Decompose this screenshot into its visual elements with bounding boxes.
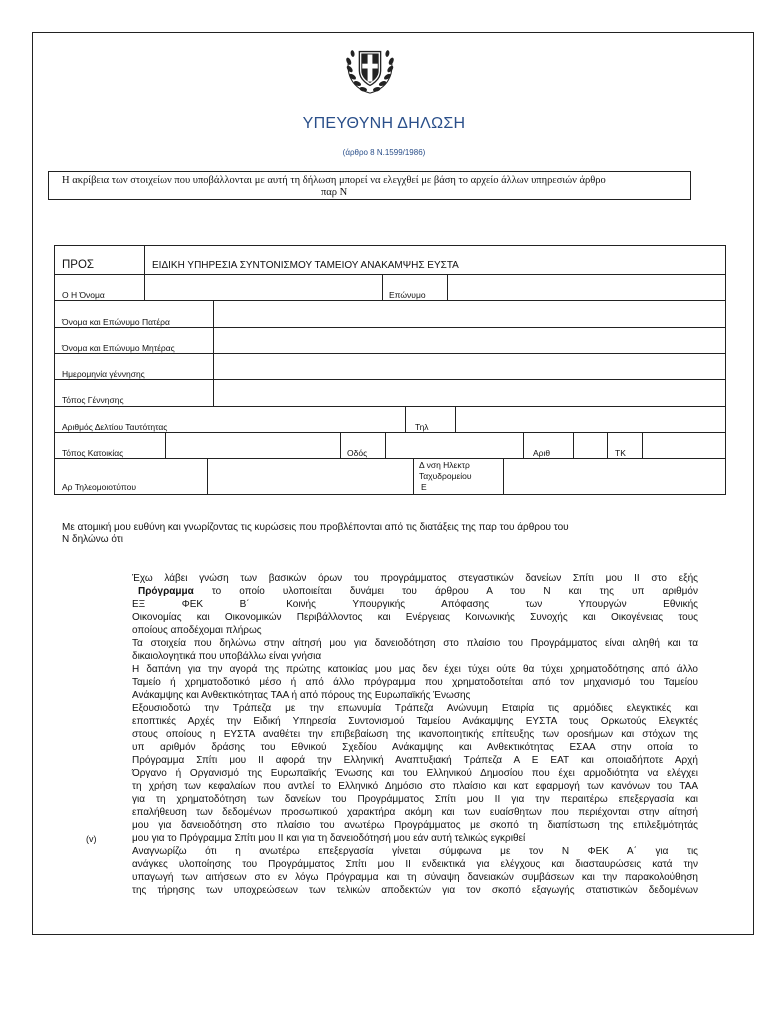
- id-number-label: Αριθμός Δελτίου Ταυτότητας: [62, 422, 168, 432]
- street-number-label: Αριθ: [533, 448, 551, 458]
- declaration-line: τη χρήση των κεφαλαίων που αντλεί το Ελληνικό Δημόσιο στο πλαίσιο και κατ εφαρμογή των κανόνων του ΤΑΑ: [132, 781, 698, 793]
- declaration-line: Όργανο ή Οργανισμό της Ευρωπαϊκής Ένωσης και του Ελληνικού Δημοσίου που έχει αρμοδιότητα να ελέγχει: [132, 768, 698, 780]
- birthdate-field[interactable]: [214, 354, 724, 379]
- declaration-line: της τήρησης των υποχρεώσεων των τελικών αποδεκτών για τον σκοπό εξαγωγής στατιστικών δεδομένων: [132, 885, 698, 897]
- to-label: ΠΡΟΣ: [62, 259, 95, 271]
- declaration-line: ΕΞ ΦΕΚ Β΄ Κοινής Υπουργικής Απόφασης των Υπουργών Εθνικής: [132, 599, 698, 611]
- email-field[interactable]: [504, 459, 724, 494]
- declaration-line: οποίους αποδέχομαι πλήρως: [132, 625, 262, 637]
- fax-label: Αρ Τηλεομοιοτύπου: [62, 482, 137, 492]
- mother-name-field[interactable]: [214, 328, 724, 353]
- declaration-line: Πρόγραμμα Σπίτι μου ΙΙ αφορά την Ελληνική Αναπτυξιακή Τράπεζα Α Ε ΕΑΤ και οποιαδήποτε Αρχή: [132, 755, 698, 767]
- declaration-line: για τη χρηματοδότηση των δανείων του Προγράμματος Σπίτι μου ΙΙ για την περαιτέρω επεξεργασία και: [132, 794, 698, 806]
- declaration-line: στους οποίους η ΕΥΣΤΑ αναθέτει την επιβεβαίωση της ικανοποιητικής επίτευξης των ορosήμων και στόχων της: [132, 729, 698, 741]
- recipient-name: ΕΙΔΙΚΗ ΥΠΗΡΕΣΙΑ ΣΥΝΤΟΝΙΣΜΟΥ ΤΑΜΕΙΟΥ ΑΝΑΚΑΜΨΗΣ ΕΥΣΤΑ: [152, 260, 459, 271]
- street-field[interactable]: [386, 433, 522, 458]
- phone-label: Τηλ: [415, 422, 429, 432]
- residence-field[interactable]: [166, 433, 339, 458]
- email-label-line1: Δ νση Ηλεκτρ: [419, 460, 470, 470]
- declaration-line: Ανάκαμψης και Ανθεκτικότητας ΤΑΑ ή από πόρους της Ευρωπαϊκής Ένωσης: [132, 690, 471, 702]
- declaration-body: [86, 573, 698, 913]
- first-name-label: Ο Η Όνομα: [62, 290, 105, 300]
- declaration-line: Ταμείο ή χρηματοδοτικό μέσο ή από άλλο πρόγραμμα που χρηματοδοτείται από τον μηχανισμό του Ταμείου: [132, 677, 698, 689]
- notice-line-1: Η ακρίβεια των στοιχείων που υποβάλλονται με αυτή τη δήλωση μπορεί να ελεγχθεί με βάση το αρχείο άλλων υπηρεσιών άρθρο: [62, 175, 606, 186]
- declaration-line: υπ αριθμόν δράσης του Εθνικού Σχεδίου Ανάκαμψης και Ανθεκτικότητας ΕΣΑΑ στην οποία το: [132, 742, 698, 754]
- surname-field[interactable]: [448, 275, 724, 300]
- law-reference: (άρθρο 8 Ν.1599/1986): [342, 148, 426, 157]
- declaration-line: μου για δανειοδότηση στο πλαίσιο του ανωτέρω Προγράμματος με σκοπό τη διαπίστωση της επιλεξιμότητάς: [132, 820, 698, 832]
- intro-line-2: Ν δηλώνω ότι: [62, 534, 123, 545]
- declaration-line: Η δαπάνη για την αγορά της πρώτης κατοικίας μου μας δεν έχει τύχει ούτε θα τύχει χρηματοδότησης από άλλο: [132, 664, 698, 676]
- birthdate-label: Ημερομηνία γέννησης: [62, 369, 145, 379]
- id-number-field[interactable]: [214, 407, 404, 432]
- declaration-line: εποπτικές Αρχές την Ειδική Υπηρεσία Συντονισμού Ταμείου Ανάκαμψης ΕΥΣΤΑ τους Ορκωτούς Ελεγκτές: [132, 716, 698, 728]
- residence-label: Τόπος Κατοικίας: [62, 448, 124, 458]
- declaration-line: δικαιολογητικά που υποβάλλω είναι γνήσια: [132, 651, 322, 663]
- postcode-label: ΤΚ: [615, 448, 626, 458]
- accuracy-notice: [48, 171, 691, 200]
- first-name-field[interactable]: [145, 275, 381, 300]
- fax-field[interactable]: [208, 459, 412, 494]
- email-label-line2: Ταχυδρομείου: [419, 471, 472, 481]
- father-name-label: Όνομα και Επώνυμο Πατέρα: [62, 317, 170, 327]
- declaration-line: υπαγωγή των αιτήσεων στο εν λόγω Πρόγραμμα και τη σύναψη δανειακών συμβάσεων και την παρακολούθηση: [132, 872, 698, 884]
- postcode-field[interactable]: [643, 433, 724, 458]
- intro-line-1: Με ατομική μου ευθύνη και γνωρίζοντας τις κυρώσεις που προβλέπονται από τις διατάξεις της παρ του άρθρου του: [62, 522, 569, 533]
- street-number-field[interactable]: [574, 433, 606, 458]
- father-name-field[interactable]: [214, 301, 724, 327]
- item-marker-v: (v): [86, 834, 97, 844]
- mother-name-label: Όνομα και Επώνυμο Μητέρας: [62, 343, 175, 353]
- declaration-line: Έχω λάβει γνώση των βασικών όρων του προγράμματος στεγαστικών δανείων Σπίτι μου ΙΙ στο εξής: [132, 573, 698, 584]
- notice-line-2: παρ Ν: [321, 187, 348, 198]
- declaration-line: Οικονομίας και Οικονομικών Περιβάλλοντος και Ενέργειας Κοινωνικής Συνοχής και Οικογένειας τους: [132, 612, 698, 624]
- document-title: ΥΠΕΥΘΥΝΗ ΔΗΛΩΣΗ: [302, 115, 466, 132]
- birthplace-label: Τόπος Γέννησης: [62, 395, 124, 405]
- greek-emblem-icon: [341, 40, 399, 98]
- phone-field[interactable]: [456, 407, 724, 432]
- personal-details-form: [54, 245, 726, 495]
- declaration-line: ανάγκες υλοποίησης του Προγράμματος Σπίτι μου ΙΙ ενδεικτικά για ελέγχους και διασταυρώσεις κατά την: [132, 859, 698, 871]
- declaration-line: Πρόγραμμα το οποίο υλοποιείται δυνάμει του άρθρου Α του Ν και της υπ αριθμόν: [138, 586, 698, 598]
- email-label-line3: Ε: [421, 482, 427, 492]
- declaration-line: επαλήθευση των δεδομένων προσωπικού χαρακτήρα ακόμη και των ευαίσθητων που περιέχονται στην αίτησή: [132, 807, 698, 819]
- declaration-line: Τα στοιχεία που δηλώνω στην αίτησή μου για δανειοδότηση στο πλαίσιο του Προγράμματος είναι αληθή και τα: [132, 638, 698, 650]
- declaration-line: Αναγνωρίζω ότι η ανωτέρω επεξεργασία γίνεται σύμφωνα με τον Ν ΦΕΚ Α΄ για τις: [132, 846, 698, 858]
- birthplace-field[interactable]: [55, 380, 724, 406]
- declaration-line: Εξουσιοδοτώ την Τράπεζα με την επωνυμία Τράπεζα Ανώνυμη Εταιρία τις αρμόδιες ελεγκτικές και: [132, 703, 698, 715]
- street-label: Οδός: [347, 448, 368, 458]
- surname-label: Επώνυμο: [389, 290, 426, 300]
- declaration-line: μου για το Πρόγραμμα Σπίτι μου ΙΙ και για τη δανειοδότησή μου εάν αυτή τελικώς εγκριθεί: [132, 833, 526, 845]
